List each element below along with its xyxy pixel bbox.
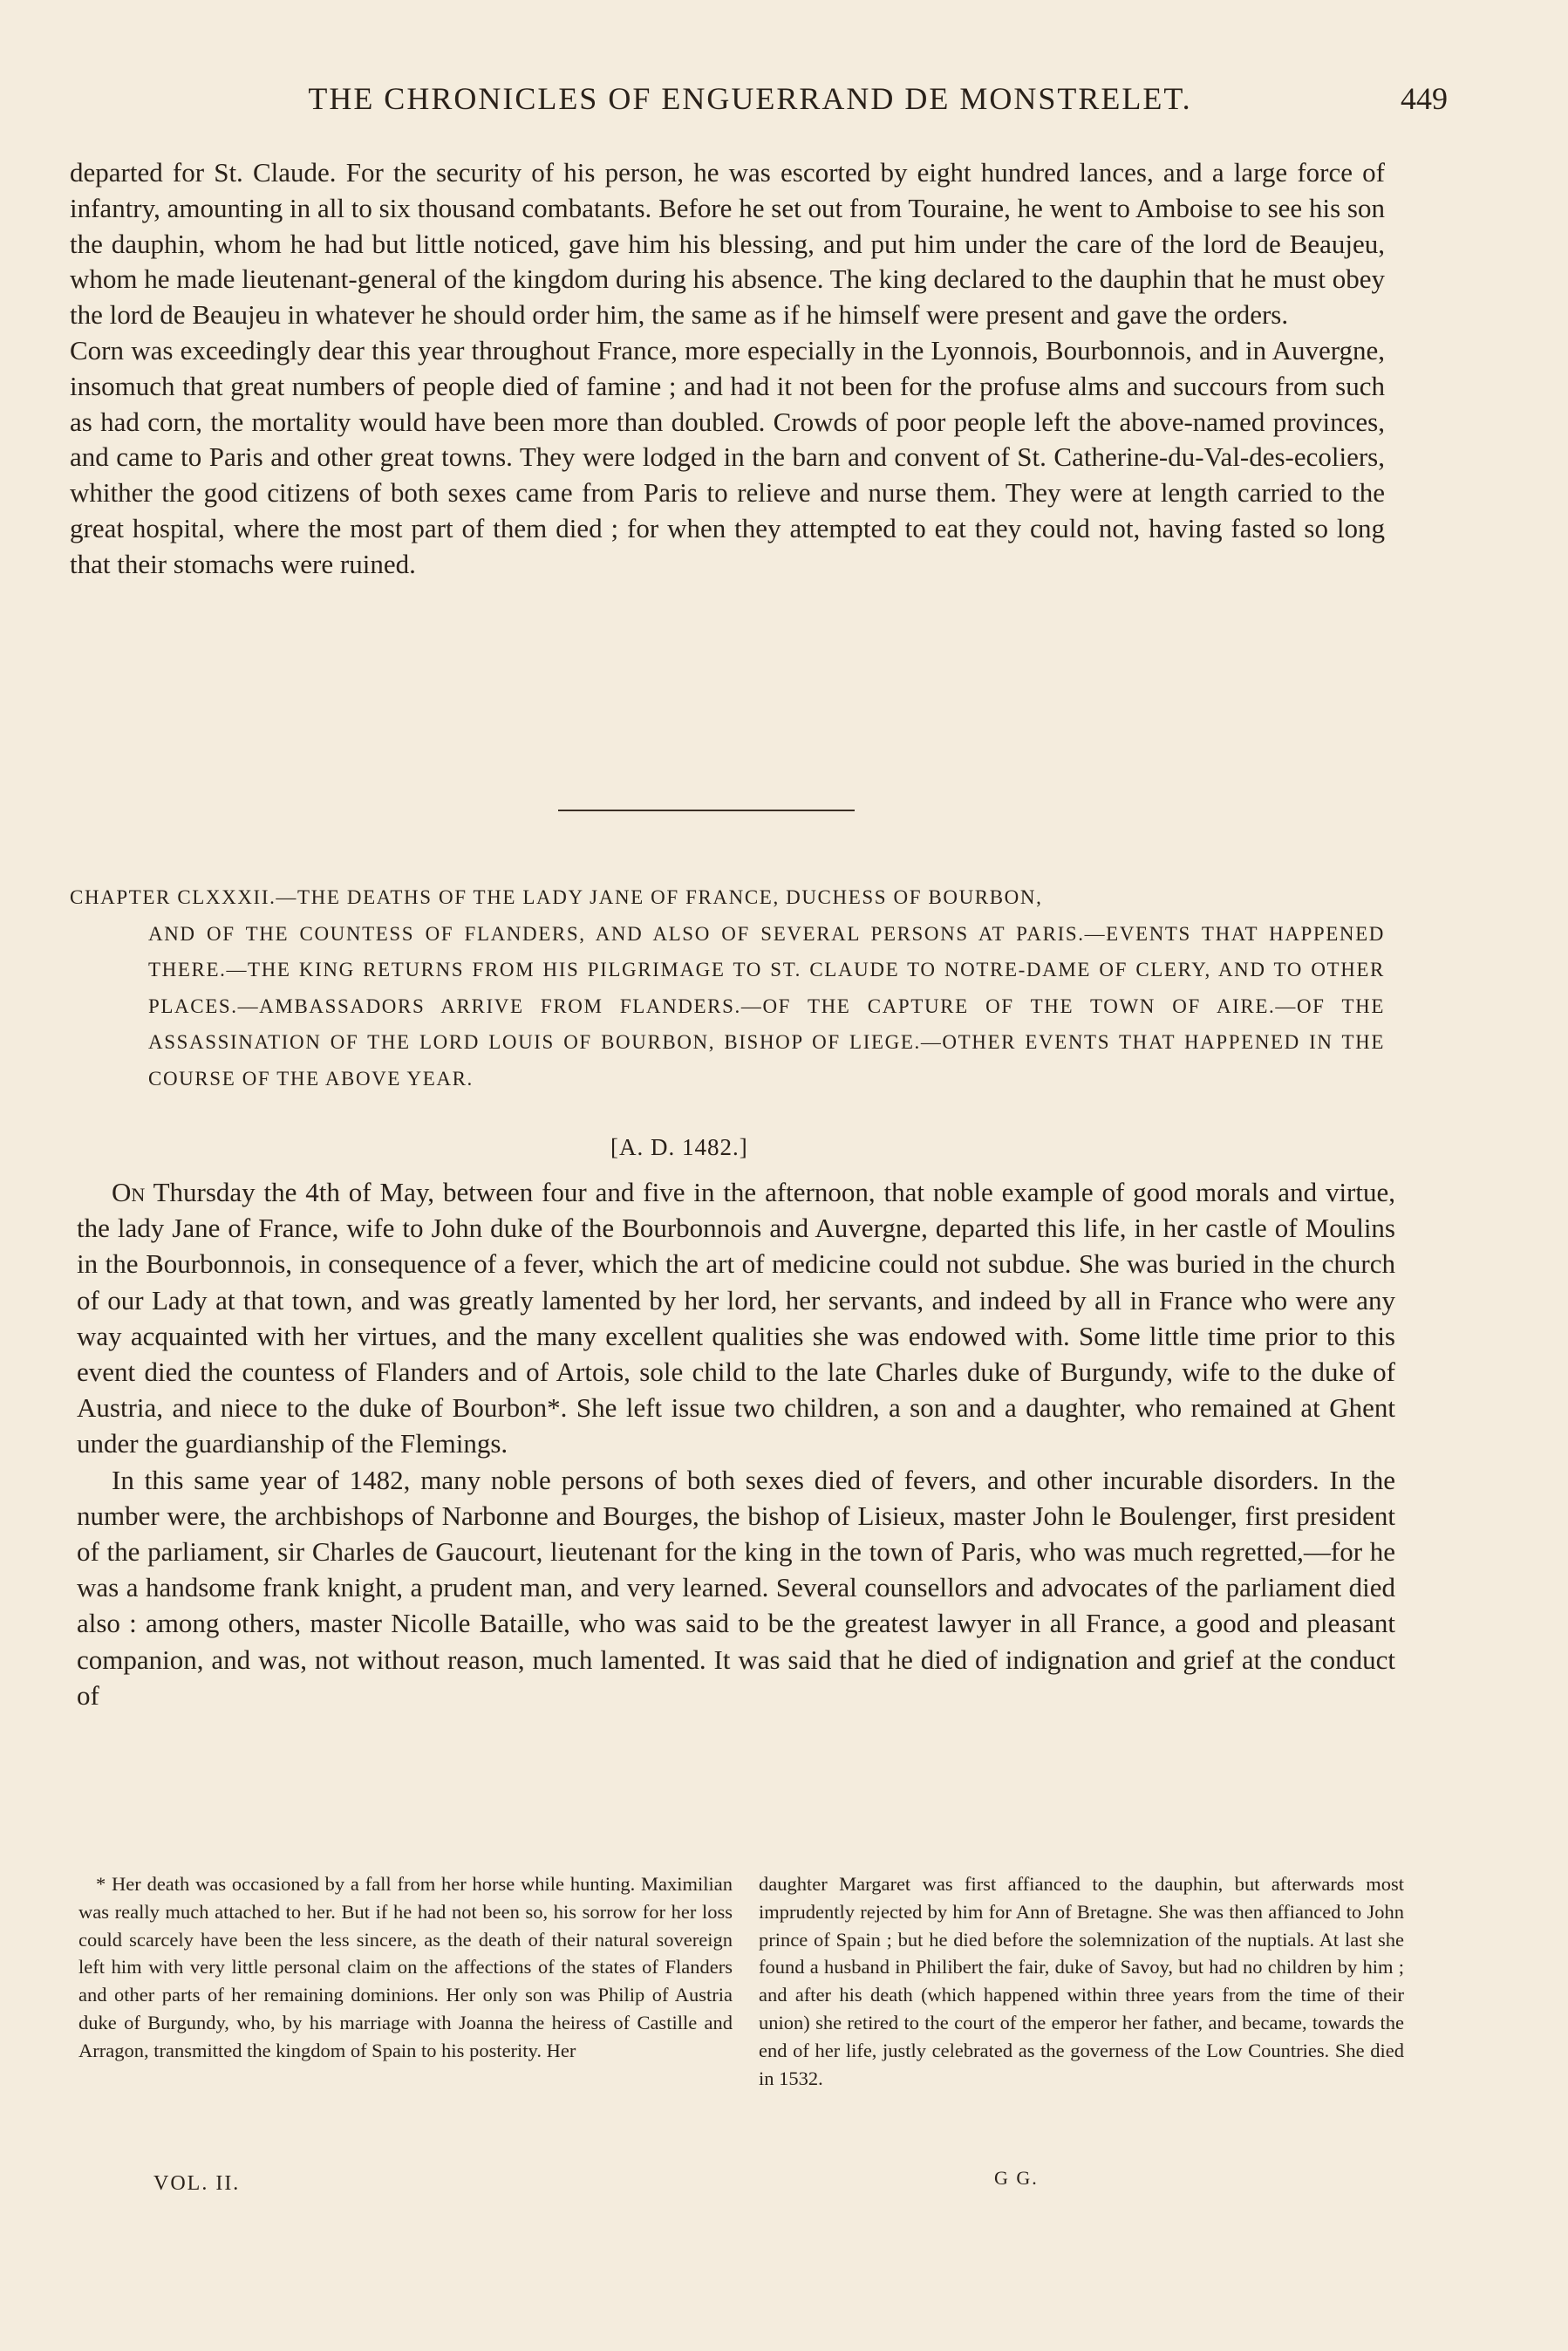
- footnote-left-column: [78, 1870, 733, 2065]
- paragraph-lady-jane-text: Thursday the 4th of May, between four and five in the afternoon, that noble example of good morals and virtue, the lady Jane of France, wife to John duke of the Bourbonnois and Auvergne, departed this life, in her castle of Moulins in the Bourbonnois, in consequence of a fever, which the art of medicine could not subdue. She was buried in the church of our Lady at that town, and was greatly lamented by her lord, her servants, and indeed by all in France who were any way acquainted with her virtues, and the many excellent qualities she was endowed with. Some little time prior to this event died the countess of Flanders and of Artois, sole child to the late Charles duke of Burgundy, wife to the duke of Austria, and niece to the duke of Bourbon*. She left issue two children, a son and a daughter, who remained at Ghent under the guardianship of the Flemings.: [77, 1177, 1395, 1459]
- chapter-heading: [70, 879, 1385, 1097]
- chapter-date: [A. D. 1482.]: [610, 1134, 748, 1160]
- footnote-text-left: * Her death was occasioned by a fall from her horse while hunting. Maximilian was really much attached to her. But if he had not been so, his sorrow for her loss could scarcely have been the less sincere, as the death of their natural sovereign left him with very little personal claim on the affections of the states of Flanders and other parts of her remaining dominions. Her only son was Philip of Austria duke of Burgundy, who, by his marriage with Joanna the heiress of Castille and Arragon, transmitted the kingdom of Spain to his posterity. Her: [78, 1873, 733, 2061]
- running-head: [70, 80, 1448, 124]
- paragraph-continuation: departed for St. Claude. For the security of his person, he was escorted by eight hundred lances, and a large force of infantry, amounting in all to six thousand combatants. Before he set out from Touraine, he went to Amboise to see his son the dauphin, whom he had but little noticed, gave him his blessing, and put him under the care of the lord de Beaujeu, whom he made lieutenant-general of the kingdom during his absence. The king declared to the dauphin that he must obey the lord de Beaujeu in whatever he should order him, the same as if he himself were present and gave the orders.: [70, 157, 1385, 331]
- chapter-text: [77, 1174, 1395, 1713]
- footnote-right-column: [759, 1870, 1404, 2092]
- section-divider: [558, 810, 855, 811]
- chapter-heading-rest: AND OF THE COUNTESS OF FLANDERS, AND ALSO OF SEVERAL PERSONS AT PARIS.—EVENTS THAT HAPPENED THERE.—THE KING RETURNS FROM HIS PILGRIMAGE TO ST. CLAUDE TO NOTRE-DAME OF CLERY, AND TO OTHER PLACES.—AMBASSADORS ARRIVE FROM FLANDERS.—OF THE CAPTURE OF THE TOWN OF AIRE.—OF THE ASSASSINATION OF THE LORD LOUIS OF BOURBON, BISHOP OF LIEGE.—OTHER EVENTS THAT HAPPENED IN THE COURSE OF THE ABOVE YEAR.: [148, 922, 1385, 1090]
- paragraph-corn-famine: Corn was exceedingly dear this year throughout France, more especially in the Lyonnois, Bourbonnois, and in Auvergne, insomuch that great numbers of people died of famine ; and had it not been for the profuse alms and succours from such as had corn, the mortality would have been more than doubled. Crowds of poor people left the above-named provinces, and came to Paris and other great towns. They were lodged in the barn and convent of St. Catherine-du-Val-des-ecoliers, whither the good citizens of both sexes came from Paris to relieve and nurse them. They were at length carried to the great hospital, where the most part of them died ; for when they attempted to eat they could not, having fasted so long that their stomachs were ruined.: [70, 334, 1385, 579]
- paragraph-deaths-1482: In this same year of 1482, many noble persons of both sexes died of fevers, and other incurable disorders. In the number were, the archbishops of Narbonne and Bourges, the bishop of Lisieux, master John le Boulenger, first president of the parliament, sir Charles de Gaucourt, lieutenant for the king in the town of Paris, who was much regretted,—for he was a handsome frank knight, a prudent man, and very learned. Several counsellors and advocates of the parliament died also : among others, master Nicolle Bataille, who was said to be the greatest lawyer in all France, a good and pleasant companion, and was, not without reason, much lamented. It was said that he died of indignation and grief at the conduct of: [77, 1464, 1395, 1711]
- gathering-signature: G G.: [994, 2167, 1039, 2189]
- chapter-heading-first-line: CHAPTER CLXXXII.—THE DEATHS OF THE LADY JANE OF FRANCE, DUCHESS OF BOURBON,: [70, 886, 1043, 908]
- volume-signature: VOL. II.: [153, 2172, 241, 2195]
- page-number: 449: [1401, 81, 1448, 116]
- paragraph-lead-word: On: [112, 1177, 146, 1207]
- paragraph-lady-jane: [77, 1174, 1395, 1462]
- footnote-text-right: daughter Margaret was first affianced to the dauphin, but afterwards most imprudently rejected by him for Ann of Bretagne. She was then affianced to John prince of Spain ; but he died before the solemnization of the nuptials. At last she found a husband in Philibert the fair, duke of Savoy, but had no children by him ; and after his death (which happened within three years from the time of their union) she retired to the court of the emperor her father, and became, towards the end of her life, justly celebrated as the governess of the Low Countries. She died in 1532.: [759, 1873, 1404, 2089]
- running-title: THE CHRONICLES OF ENGUERRAND DE MONSTRELET.: [308, 81, 1192, 116]
- opening-text: [70, 155, 1385, 583]
